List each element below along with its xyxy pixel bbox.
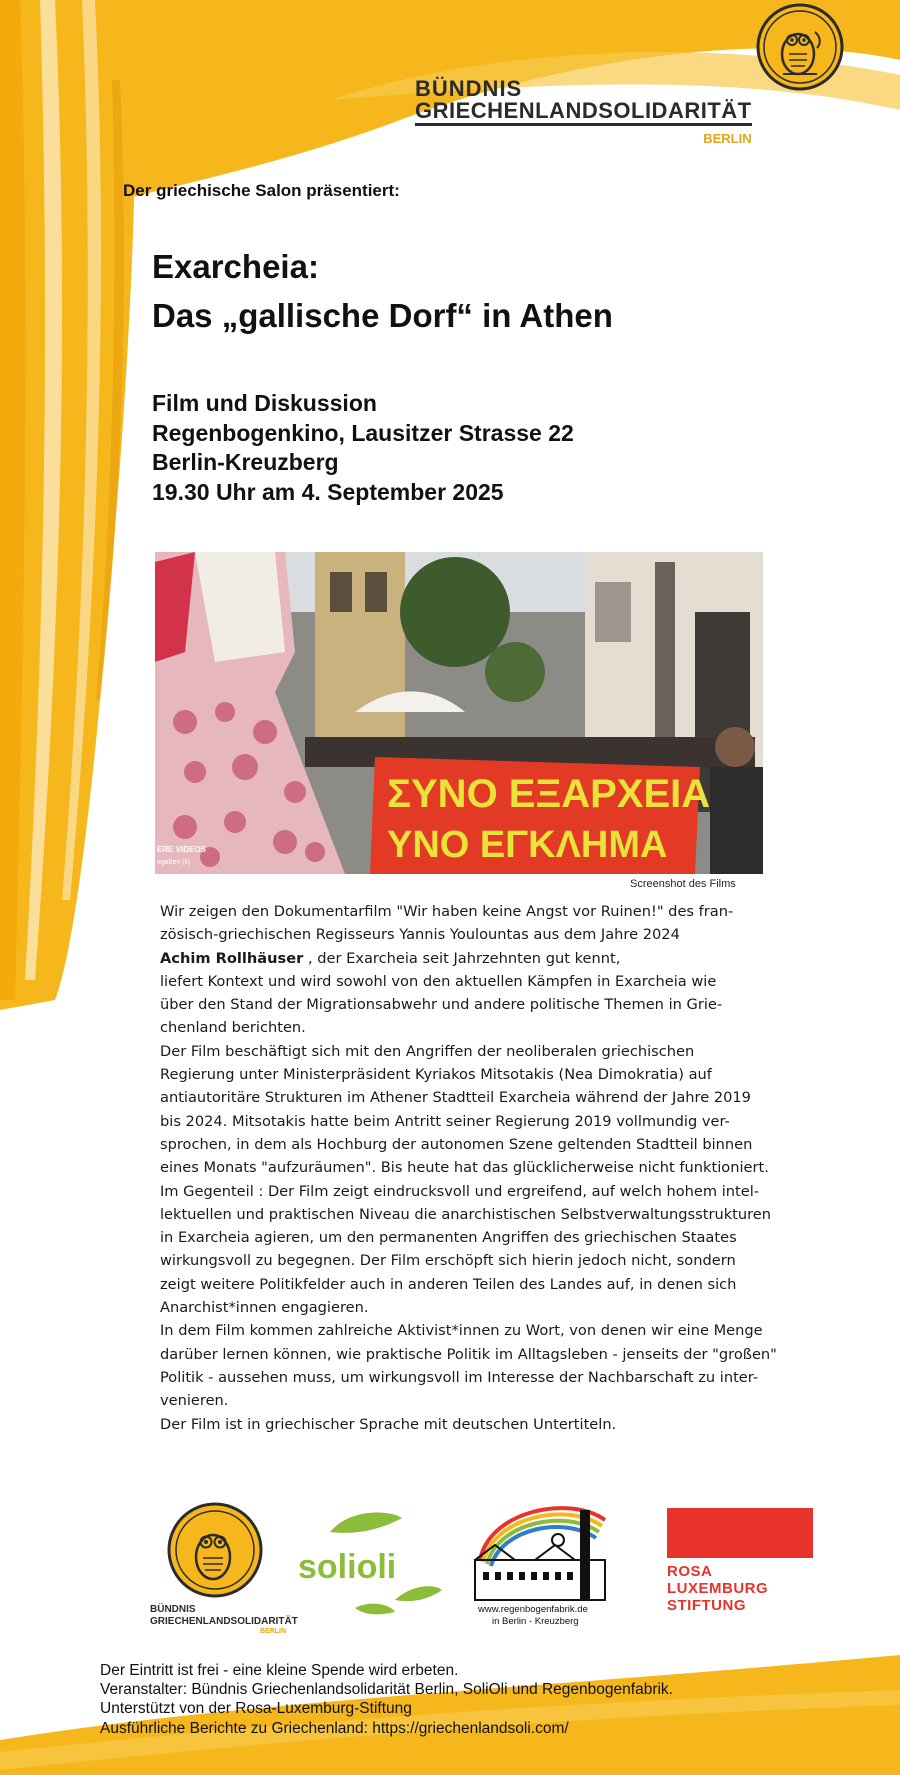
buendnis-logo (150, 1504, 298, 1635)
regenbogen-url: www.regenbogenfabrik.de (478, 1604, 588, 1615)
detail-line-4: 19.30 Uhr am 4. September 2025 (152, 478, 504, 505)
rosa-logo-text (667, 1563, 813, 1614)
footer-info (100, 1661, 673, 1738)
event-title (152, 242, 613, 340)
regenbogenfabrik-logo (475, 1508, 605, 1627)
solioli-logo (298, 1513, 442, 1615)
body-line: zösisch-griechischen Regisseurs Yannis Youlountas aus dem Jahre 2024 (160, 926, 680, 944)
rosa-line3: STIFTUNG (667, 1597, 746, 1614)
buendnis-logo-line1: BÜNDNIS (150, 1604, 196, 1615)
body-line: Der Film beschäftigt sich mit den Angriffen der neoliberalen griechischen (160, 1042, 695, 1060)
body-line: antiautoritäre Strukturen im Athener Stadtteil Exarcheia während der Jahre 2019 (160, 1089, 751, 1107)
speaker-rest: , der Exarcheia seit Jahrzehnten gut kennt, (303, 949, 621, 967)
org-name-line3: BERLIN (703, 131, 752, 146)
org-name-line1: BÜNDNIS (415, 76, 523, 101)
body-line: venieren. (160, 1392, 229, 1410)
org-name-line2: GRIECHENLANDSOLIDARITÄT (415, 100, 752, 126)
photo-overlay-line1: ERE VIDEOS (157, 845, 206, 854)
speaker-name: Achim Rollhäuser (160, 949, 304, 967)
title-line2: Das „gallische Dorf“ in Athen (152, 297, 613, 334)
footer-line-entry: Der Eintritt ist frei - eine kleine Spende wird erbeten. (100, 1662, 459, 1679)
detail-line-1: Film und Diskussion (152, 390, 377, 416)
body-line: Politik - aussehen muss, um wirkungsvoll im Interesse der Nachbarschaft zu inter- (160, 1368, 759, 1386)
org-name (415, 78, 752, 150)
detail-line-3: Berlin-Kreuzberg (152, 449, 339, 475)
rosa-line1: ROSA (667, 1563, 713, 1580)
body-line: Regierung unter Ministerpräsident Kyriakos Mitsotakis (Nea Dimokratia) auf (160, 1066, 712, 1084)
body-line: bis 2024. Mitsotakis hatte beim Antritt seiner Regierung 2019 vollmundig ver- (160, 1112, 730, 1130)
buendnis-logo-line2: GRIECHENLANDSOLIDARITÄT (150, 1616, 298, 1627)
owl-logo-icon (755, 2, 845, 92)
title-line1: Exarcheia: (152, 248, 319, 285)
footer-line-organizers: Veranstalter: Bündnis Griechenlandsolidarität Berlin, SoliOli und Regenbogenfabrik. (100, 1681, 673, 1699)
presents-text: Der griechische Salon präsentiert: (123, 181, 400, 200)
body-line: über den Stand der Migrationsabwehr und andere politische Themen in Grie- (160, 996, 723, 1014)
body-line: Wir zeigen den Dokumentarfilm "Wir haben keine Angst vor Ruinen!" des fran- (160, 903, 734, 920)
description (160, 900, 885, 1436)
body-line: zeigt weitere Politikfelder auch in anderen Teilen des Landes auf, in denen sich (160, 1275, 737, 1293)
body-line: In dem Film kommen zahlreiche Aktivist*innen zu Wort, von denen wir eine Menge (160, 1322, 763, 1340)
rosa-luxemburg-logo (667, 1508, 813, 1624)
banner-bottom-text: ΥΝΟ ΕΓΚΛΗΜΑ (387, 824, 668, 866)
body-line: Im Gegenteil : Der Film zeigt eindrucksvoll und ergreifend, auf welch hohem intel- (160, 1182, 760, 1200)
detail-line-2: Regenbogenkino, Lausitzer Strasse 22 (152, 419, 574, 446)
rosa-logo-box (667, 1508, 813, 1558)
buendnis-logo-line3: BERLIN (260, 1628, 287, 1635)
photo-overlay-line2: egeben (k) (157, 859, 191, 866)
body-line: wirkungsvoll zu begegnen. Der Film erschöpft sich hierin jedoch nicht, sondern (160, 1252, 736, 1270)
body-line: in Exarcheia agieren, um den permanenten Angriffen des griechischen Staates (160, 1229, 737, 1247)
body-line: lektuellen und praktischen Niveau die anarchistischen Selbstverwaltungsstrukturen (160, 1205, 772, 1223)
footer-line-supporter: Unterstützt von der Rosa-Luxemburg-Stiftung (100, 1700, 412, 1718)
body-line: eines Monats "aufzuräumen". Bis heute hat das glücklicherweise nicht funktioniert. (160, 1159, 769, 1177)
speaker-line (160, 947, 885, 970)
film-screenshot (155, 552, 763, 874)
event-details (152, 389, 574, 507)
body-line: liefert Kontext und wird sowohl von den aktuellen Kämpfen in Exarcheia wie (160, 972, 717, 990)
body-line: Anarchist*innen engagieren. (160, 1299, 369, 1317)
body-line: chenland berichten. (160, 1019, 306, 1037)
photo-caption: Screenshot des Films (630, 878, 736, 890)
banner-top-text: ΣΥΝΟ ΕΞΑΡΧΕΙΑ (387, 772, 711, 816)
solioli-logo-text: solioli (298, 1548, 397, 1586)
regenbogen-location: in Berlin - Kreuzberg (492, 1616, 579, 1627)
rosa-line2: LUXEMBURG (667, 1580, 769, 1597)
body-line: sprochen, in dem als Hochburg der autonomen Szene geltenden Stadtteil binnen (160, 1135, 753, 1153)
footer-line-link: Ausführliche Berichte zu Griechenland: https://griechenlandsoli.com/ (100, 1719, 569, 1737)
body-line: Der Film ist in griechischer Sprache mit deutschen Untertiteln. (160, 1415, 617, 1433)
body-line: darüber lernen können, wie praktische Politik im Alltagsleben - jenseits der "großen" (160, 1345, 777, 1363)
